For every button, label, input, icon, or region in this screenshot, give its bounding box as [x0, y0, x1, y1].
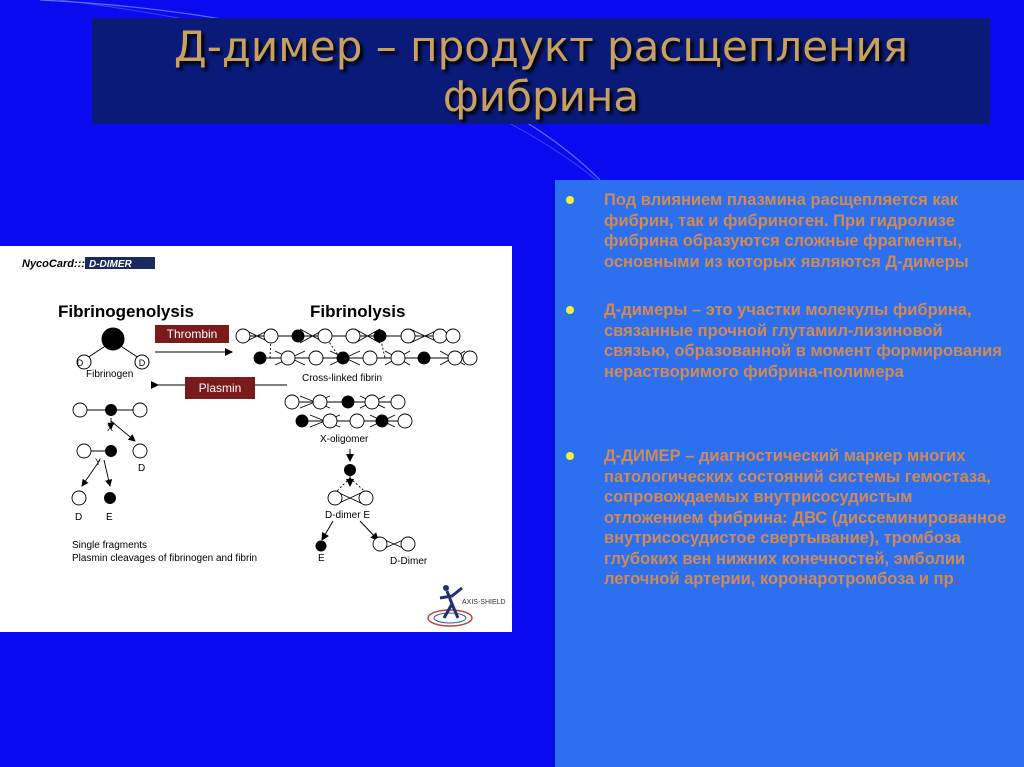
e-label: E — [106, 512, 113, 523]
brand-label: NycoCard::: — [22, 258, 85, 270]
x-oligomer — [285, 395, 412, 428]
thrombin-label: Thrombin — [166, 327, 218, 341]
bullet-item: Д-димеры – это участки молекулы фибрина, связанные прочной глутамил-лизиновой связью, образованной в момент формирования нерастворимого фибрина-полимера — [560, 300, 1012, 382]
d-label: D — [138, 358, 146, 368]
e-label: E — [318, 553, 325, 564]
bullet-item: Д-ДИМЕР – диагностический маркер многих патологических состояний системы гемостаза, сопровождаемых внутрисосудистым отложением фибрина: ДВС (диссеминированное внутрисосудистое свертывание), тромбоза глубоких вен нижних конечностей, эмболии легочной артерии, коронаротромбоза и пр. — [560, 446, 1012, 590]
logo-text: AXIS-SHIELD — [462, 599, 506, 606]
bullet-list — [560, 190, 1012, 590]
fibrinogen-degradation — [72, 403, 147, 505]
e-node — [344, 464, 356, 476]
brand-tag: D-DIMER — [89, 259, 132, 270]
d-label: D — [75, 512, 83, 523]
bullet-item: Под влиянием плазмина расщепляется как фибрин, так и фибриноген. При гидролизе фибрина образуются сложные фрагменты, основными из которых являются Д-димеры — [560, 190, 1012, 272]
plasmin-label: Plasmin — [198, 381, 242, 395]
x-oligomer-label: X-oligomer — [320, 434, 369, 445]
bullet-dot-icon — [566, 452, 574, 460]
fibrinogenolysis-heading: Fibrinogenolysis — [58, 302, 195, 321]
cross-linked-fibrin — [236, 329, 477, 365]
d-label: D — [76, 358, 84, 368]
d-dimer-e-label: D-dimer E — [325, 510, 371, 521]
cross-linked-fibrin-label: Cross-linked fibrin — [302, 373, 383, 384]
d-dimer-fragment — [373, 537, 415, 551]
single-fragments-caption: Single fragments — [72, 540, 148, 551]
slide-title: Д-димер – продукт расщепления фибрина — [173, 22, 909, 121]
fibrinolysis-heading: Fibrinolysis — [310, 302, 406, 321]
d-label: D — [138, 463, 146, 474]
fibrin-degradation-diagram — [0, 246, 512, 632]
bullet-dot-icon — [566, 306, 574, 314]
plasmin-cleavages-caption: Plasmin cleavages of fibrinogen and fibrin — [72, 553, 258, 564]
x-label: X — [107, 423, 114, 433]
d-dimer-label: D-Dimer — [390, 556, 428, 567]
e-fragment — [316, 541, 327, 552]
bullet-dot-icon — [566, 196, 574, 204]
fibrinogen-label: Fibrinogen — [86, 369, 134, 380]
y-label: Y — [95, 457, 102, 467]
